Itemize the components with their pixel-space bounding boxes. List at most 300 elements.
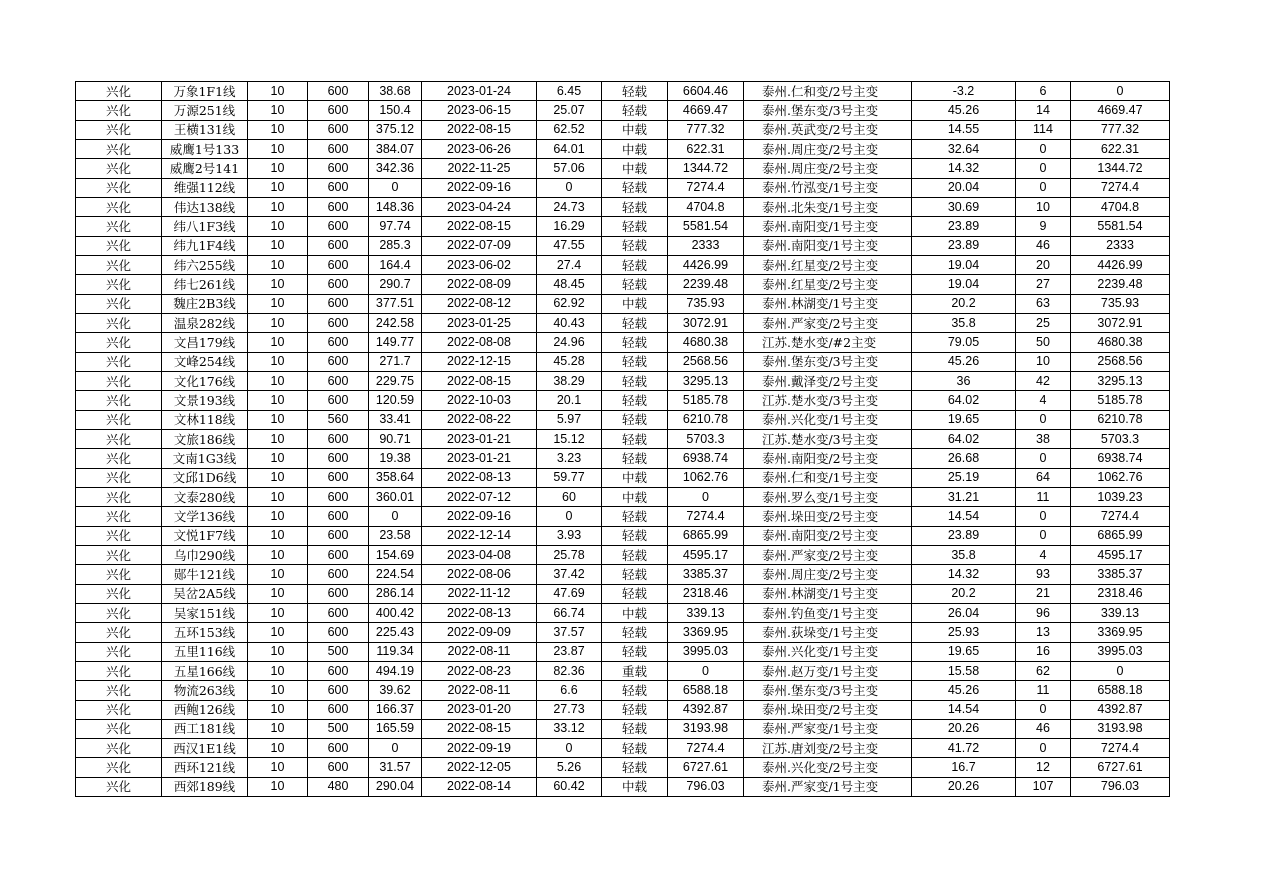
load-status-cell: 轻载 — [602, 526, 668, 545]
date-cell: 2022-08-15 — [422, 371, 537, 390]
voltage-cell: 10 — [248, 313, 308, 332]
capacity-cell: 600 — [308, 681, 369, 700]
rate-cell: 60.42 — [537, 777, 602, 796]
rate-cell: 33.12 — [537, 719, 602, 738]
voltage-cell: 10 — [248, 468, 308, 487]
remaining-capacity-cell: 3995.03 — [1071, 642, 1170, 661]
load-status-cell: 轻载 — [602, 623, 668, 642]
transformer-cell: 江苏.楚水变/3号主变 — [744, 429, 912, 448]
load-status-cell: 轻载 — [602, 681, 668, 700]
remaining-capacity-cell: 4392.87 — [1071, 700, 1170, 719]
transformer-cell: 泰州.红星变/2号主变 — [744, 275, 912, 294]
rate-cell: 60 — [537, 487, 602, 506]
transformer-rate-cell: 14.54 — [912, 700, 1016, 719]
line-name-cell: 吴岔2A5线 — [162, 584, 248, 603]
table-row — [76, 333, 1170, 352]
transformer-cell: 泰州.南阳变/1号主变 — [744, 217, 912, 236]
transformer-rate-cell: 14.54 — [912, 507, 1016, 526]
count-cell: 0 — [1016, 139, 1071, 158]
transformer-cell: 泰州.严家变/2号主变 — [744, 313, 912, 332]
transformer-cell: 江苏.唐刘变/2号主变 — [744, 739, 912, 758]
transformer-cell: 泰州.堡东变/3号主变 — [744, 681, 912, 700]
rate-cell: 0 — [537, 739, 602, 758]
capacity-cell: 600 — [308, 661, 369, 680]
transformer-cell: 泰州.仁和变/2号主变 — [744, 82, 912, 101]
voltage-cell: 10 — [248, 333, 308, 352]
remaining-capacity-cell: 5703.3 — [1071, 429, 1170, 448]
load-cell: 229.75 — [369, 371, 422, 390]
table-row — [76, 565, 1170, 584]
capacity-cell: 600 — [308, 197, 369, 216]
load-status-cell: 轻载 — [602, 101, 668, 120]
transformer-rate-cell: 25.19 — [912, 468, 1016, 487]
date-cell: 2022-09-19 — [422, 739, 537, 758]
capacity-cell: 600 — [308, 623, 369, 642]
transformer-cell: 泰州.赵万变/1号主变 — [744, 661, 912, 680]
table-row — [76, 777, 1170, 796]
date-cell: 2023-01-25 — [422, 313, 537, 332]
available-capacity-cell: 3995.03 — [668, 642, 744, 661]
load-status-cell: 轻载 — [602, 217, 668, 236]
rate-cell: 47.55 — [537, 236, 602, 255]
available-capacity-cell: 3295.13 — [668, 371, 744, 390]
capacity-cell: 600 — [308, 120, 369, 139]
transformer-rate-cell: 45.26 — [912, 101, 1016, 120]
rate-cell: 24.73 — [537, 197, 602, 216]
capacity-cell: 500 — [308, 719, 369, 738]
date-cell: 2022-08-08 — [422, 333, 537, 352]
voltage-cell: 10 — [248, 255, 308, 274]
load-cell: 97.74 — [369, 217, 422, 236]
transformer-rate-cell: 15.58 — [912, 661, 1016, 680]
transformer-rate-cell: 14.55 — [912, 120, 1016, 139]
remaining-capacity-cell: 2239.48 — [1071, 275, 1170, 294]
available-capacity-cell: 4669.47 — [668, 101, 744, 120]
remaining-capacity-cell: 7274.4 — [1071, 739, 1170, 758]
count-cell: 4 — [1016, 545, 1071, 564]
county-cell: 兴化 — [76, 352, 162, 371]
table-row — [76, 139, 1170, 158]
available-capacity-cell: 5185.78 — [668, 391, 744, 410]
available-capacity-cell: 4426.99 — [668, 255, 744, 274]
transformer-cell: 泰州.仁和变/1号主变 — [744, 468, 912, 487]
line-name-cell: 西鲍126线 — [162, 700, 248, 719]
county-cell: 兴化 — [76, 565, 162, 584]
load-cell: 384.07 — [369, 139, 422, 158]
county-cell: 兴化 — [76, 217, 162, 236]
remaining-capacity-cell: 4426.99 — [1071, 255, 1170, 274]
capacity-cell: 600 — [308, 758, 369, 777]
date-cell: 2022-12-05 — [422, 758, 537, 777]
available-capacity-cell: 5581.54 — [668, 217, 744, 236]
count-cell: 21 — [1016, 584, 1071, 603]
load-cell: 166.37 — [369, 700, 422, 719]
load-status-cell: 中载 — [602, 159, 668, 178]
transformer-cell: 泰州.南阳变/2号主变 — [744, 526, 912, 545]
load-cell: 119.34 — [369, 642, 422, 661]
county-cell: 兴化 — [76, 275, 162, 294]
rate-cell: 6.45 — [537, 82, 602, 101]
county-cell: 兴化 — [76, 294, 162, 313]
transformer-cell: 泰州.荻垛变/1号主变 — [744, 623, 912, 642]
transformer-rate-cell: 14.32 — [912, 565, 1016, 584]
line-name-cell: 文旅186线 — [162, 429, 248, 448]
transformer-cell: 泰州.周庄变/2号主变 — [744, 565, 912, 584]
load-status-cell: 中载 — [602, 120, 668, 139]
rate-cell: 16.29 — [537, 217, 602, 236]
rate-cell: 5.26 — [537, 758, 602, 777]
remaining-capacity-cell: 1039.23 — [1071, 487, 1170, 506]
date-cell: 2023-04-08 — [422, 545, 537, 564]
count-cell: 46 — [1016, 236, 1071, 255]
load-cell: 150.4 — [369, 101, 422, 120]
load-status-cell: 轻载 — [602, 391, 668, 410]
county-cell: 兴化 — [76, 449, 162, 468]
line-name-cell: 西郊189线 — [162, 777, 248, 796]
line-name-cell: 文化176线 — [162, 371, 248, 390]
county-cell: 兴化 — [76, 197, 162, 216]
voltage-cell: 10 — [248, 681, 308, 700]
capacity-cell: 600 — [308, 739, 369, 758]
line-name-cell: 威鹰2号141 — [162, 159, 248, 178]
transformer-cell: 泰州.钓鱼变/1号主变 — [744, 603, 912, 622]
available-capacity-cell: 6588.18 — [668, 681, 744, 700]
table-row — [76, 313, 1170, 332]
transformer-cell: 泰州.竹泓变/1号主变 — [744, 178, 912, 197]
remaining-capacity-cell: 6727.61 — [1071, 758, 1170, 777]
line-name-cell: 温泉282线 — [162, 313, 248, 332]
load-status-cell: 中载 — [602, 294, 668, 313]
voltage-cell: 10 — [248, 82, 308, 101]
voltage-cell: 10 — [248, 487, 308, 506]
load-status-cell: 轻载 — [602, 739, 668, 758]
remaining-capacity-cell: 6210.78 — [1071, 410, 1170, 429]
capacity-cell: 600 — [308, 565, 369, 584]
available-capacity-cell: 0 — [668, 487, 744, 506]
line-name-cell: 纬七261线 — [162, 275, 248, 294]
rate-cell: 62.92 — [537, 294, 602, 313]
line-name-cell: 万源251线 — [162, 101, 248, 120]
load-status-cell: 中载 — [602, 487, 668, 506]
count-cell: 64 — [1016, 468, 1071, 487]
table-row — [76, 371, 1170, 390]
transformer-rate-cell: 20.2 — [912, 294, 1016, 313]
county-cell: 兴化 — [76, 120, 162, 139]
county-cell: 兴化 — [76, 623, 162, 642]
capacity-cell: 600 — [308, 449, 369, 468]
load-cell: 377.51 — [369, 294, 422, 313]
available-capacity-cell: 6938.74 — [668, 449, 744, 468]
date-cell: 2023-06-15 — [422, 101, 537, 120]
county-cell: 兴化 — [76, 507, 162, 526]
voltage-cell: 10 — [248, 623, 308, 642]
transformer-rate-cell: 20.2 — [912, 584, 1016, 603]
table-row — [76, 159, 1170, 178]
table-row — [76, 719, 1170, 738]
voltage-cell: 10 — [248, 526, 308, 545]
remaining-capacity-cell: 4595.17 — [1071, 545, 1170, 564]
line-name-cell: 文景193线 — [162, 391, 248, 410]
available-capacity-cell: 622.31 — [668, 139, 744, 158]
line-name-cell: 五里116线 — [162, 642, 248, 661]
transformer-cell: 泰州.兴化变/1号主变 — [744, 410, 912, 429]
table-row — [76, 101, 1170, 120]
load-status-cell: 轻载 — [602, 429, 668, 448]
voltage-cell: 10 — [248, 584, 308, 603]
line-name-cell: 万象1F1线 — [162, 82, 248, 101]
load-cell: 149.77 — [369, 333, 422, 352]
load-cell: 31.57 — [369, 758, 422, 777]
count-cell: 0 — [1016, 449, 1071, 468]
rate-cell: 6.6 — [537, 681, 602, 700]
transformer-cell: 泰州.罗么变/1号主变 — [744, 487, 912, 506]
rate-cell: 47.69 — [537, 584, 602, 603]
load-status-cell: 轻载 — [602, 410, 668, 429]
load-cell: 19.38 — [369, 449, 422, 468]
transformer-cell: 泰州.垛田变/2号主变 — [744, 507, 912, 526]
table-row — [76, 391, 1170, 410]
transformer-rate-cell: 20.26 — [912, 719, 1016, 738]
transformer-rate-cell: 19.04 — [912, 275, 1016, 294]
table-row — [76, 275, 1170, 294]
rate-cell: 0 — [537, 178, 602, 197]
available-capacity-cell: 3193.98 — [668, 719, 744, 738]
rate-cell: 25.78 — [537, 545, 602, 564]
county-cell: 兴化 — [76, 236, 162, 255]
date-cell: 2022-11-12 — [422, 584, 537, 603]
county-cell: 兴化 — [76, 661, 162, 680]
available-capacity-cell: 3385.37 — [668, 565, 744, 584]
remaining-capacity-cell: 7274.4 — [1071, 507, 1170, 526]
voltage-cell: 10 — [248, 120, 308, 139]
transformer-cell: 泰州.林湖变/1号主变 — [744, 294, 912, 313]
voltage-cell: 10 — [248, 275, 308, 294]
transformer-rate-cell: 79.05 — [912, 333, 1016, 352]
county-cell: 兴化 — [76, 777, 162, 796]
load-cell: 342.36 — [369, 159, 422, 178]
table-row — [76, 468, 1170, 487]
count-cell: 42 — [1016, 371, 1071, 390]
capacity-cell: 560 — [308, 410, 369, 429]
capacity-cell: 480 — [308, 777, 369, 796]
available-capacity-cell: 735.93 — [668, 294, 744, 313]
date-cell: 2022-12-14 — [422, 526, 537, 545]
voltage-cell: 10 — [248, 565, 308, 584]
voltage-cell: 10 — [248, 197, 308, 216]
transformer-cell: 泰州.垛田变/2号主变 — [744, 700, 912, 719]
transformer-rate-cell: 20.04 — [912, 178, 1016, 197]
table-row — [76, 526, 1170, 545]
transformer-rate-cell: 23.89 — [912, 217, 1016, 236]
table-row — [76, 82, 1170, 101]
load-cell: 290.7 — [369, 275, 422, 294]
voltage-cell: 10 — [248, 700, 308, 719]
table-row — [76, 739, 1170, 758]
transformer-cell: 泰州.兴化变/1号主变 — [744, 642, 912, 661]
rate-cell: 64.01 — [537, 139, 602, 158]
available-capacity-cell: 7274.4 — [668, 507, 744, 526]
date-cell: 2022-08-06 — [422, 565, 537, 584]
available-capacity-cell: 4595.17 — [668, 545, 744, 564]
transformer-rate-cell: 20.26 — [912, 777, 1016, 796]
county-cell: 兴化 — [76, 159, 162, 178]
voltage-cell: 10 — [248, 217, 308, 236]
voltage-cell: 10 — [248, 410, 308, 429]
rate-cell: 27.4 — [537, 255, 602, 274]
remaining-capacity-cell: 0 — [1071, 661, 1170, 680]
line-name-cell: 郧牛121线 — [162, 565, 248, 584]
line-name-cell: 伟达138线 — [162, 197, 248, 216]
voltage-cell: 10 — [248, 101, 308, 120]
transformer-rate-cell: 32.64 — [912, 139, 1016, 158]
load-cell: 154.69 — [369, 545, 422, 564]
line-name-cell: 纬六255线 — [162, 255, 248, 274]
table-row — [76, 700, 1170, 719]
load-cell: 286.14 — [369, 584, 422, 603]
county-cell: 兴化 — [76, 545, 162, 564]
remaining-capacity-cell: 3193.98 — [1071, 719, 1170, 738]
line-name-cell: 王横131线 — [162, 120, 248, 139]
count-cell: 107 — [1016, 777, 1071, 796]
date-cell: 2023-01-21 — [422, 449, 537, 468]
available-capacity-cell: 4680.38 — [668, 333, 744, 352]
transformer-cell: 泰州.英武变/2号主变 — [744, 120, 912, 139]
transformer-rate-cell: 19.65 — [912, 410, 1016, 429]
county-cell: 兴化 — [76, 758, 162, 777]
capacity-cell: 600 — [308, 178, 369, 197]
transformer-cell: 泰州.戴泽变/2号主变 — [744, 371, 912, 390]
table-row — [76, 507, 1170, 526]
transformer-cell: 泰州.堡东变/3号主变 — [744, 352, 912, 371]
voltage-cell: 10 — [248, 777, 308, 796]
count-cell: 0 — [1016, 526, 1071, 545]
available-capacity-cell: 339.13 — [668, 603, 744, 622]
load-cell: 494.19 — [369, 661, 422, 680]
remaining-capacity-cell: 2318.46 — [1071, 584, 1170, 603]
remaining-capacity-cell: 7274.4 — [1071, 178, 1170, 197]
table-row — [76, 603, 1170, 622]
line-name-cell: 乌巾290线 — [162, 545, 248, 564]
available-capacity-cell: 7274.4 — [668, 739, 744, 758]
date-cell: 2022-08-14 — [422, 777, 537, 796]
load-cell: 165.59 — [369, 719, 422, 738]
date-cell: 2023-01-24 — [422, 82, 537, 101]
line-name-cell: 文邱1D6线 — [162, 468, 248, 487]
count-cell: 63 — [1016, 294, 1071, 313]
transformer-rate-cell: 35.8 — [912, 545, 1016, 564]
county-cell: 兴化 — [76, 700, 162, 719]
remaining-capacity-cell: 6938.74 — [1071, 449, 1170, 468]
rate-cell: 82.36 — [537, 661, 602, 680]
table-row — [76, 642, 1170, 661]
available-capacity-cell: 1062.76 — [668, 468, 744, 487]
available-capacity-cell: 7274.4 — [668, 178, 744, 197]
line-name-cell: 五环153线 — [162, 623, 248, 642]
capacity-cell: 600 — [308, 507, 369, 526]
count-cell: 0 — [1016, 700, 1071, 719]
remaining-capacity-cell: 0 — [1071, 82, 1170, 101]
count-cell: 50 — [1016, 333, 1071, 352]
rate-cell: 40.43 — [537, 313, 602, 332]
voltage-cell: 10 — [248, 294, 308, 313]
transformer-cell: 泰州.严家变/1号主变 — [744, 719, 912, 738]
count-cell: 62 — [1016, 661, 1071, 680]
available-capacity-cell: 2568.56 — [668, 352, 744, 371]
county-cell: 兴化 — [76, 391, 162, 410]
capacity-cell: 500 — [308, 642, 369, 661]
load-cell: 148.36 — [369, 197, 422, 216]
rate-cell: 37.42 — [537, 565, 602, 584]
capacity-cell: 600 — [308, 236, 369, 255]
table-row — [76, 217, 1170, 236]
date-cell: 2022-12-15 — [422, 352, 537, 371]
remaining-capacity-cell: 5185.78 — [1071, 391, 1170, 410]
rate-cell: 3.23 — [537, 449, 602, 468]
count-cell: 10 — [1016, 197, 1071, 216]
date-cell: 2022-07-12 — [422, 487, 537, 506]
load-status-cell: 轻载 — [602, 700, 668, 719]
capacity-cell: 600 — [308, 333, 369, 352]
capacity-cell: 600 — [308, 82, 369, 101]
table-row — [76, 255, 1170, 274]
remaining-capacity-cell: 4680.38 — [1071, 333, 1170, 352]
count-cell: 38 — [1016, 429, 1071, 448]
load-status-cell: 轻载 — [602, 565, 668, 584]
count-cell: 96 — [1016, 603, 1071, 622]
load-cell: 285.3 — [369, 236, 422, 255]
transformer-cell: 泰州.林湖变/1号主变 — [744, 584, 912, 603]
data-table — [75, 81, 1170, 797]
rate-cell: 62.52 — [537, 120, 602, 139]
remaining-capacity-cell: 3369.95 — [1071, 623, 1170, 642]
line-name-cell: 西工181线 — [162, 719, 248, 738]
capacity-cell: 600 — [308, 468, 369, 487]
county-cell: 兴化 — [76, 468, 162, 487]
voltage-cell: 10 — [248, 236, 308, 255]
table-row — [76, 623, 1170, 642]
load-cell: 0 — [369, 739, 422, 758]
count-cell: 114 — [1016, 120, 1071, 139]
transformer-rate-cell: 45.26 — [912, 681, 1016, 700]
remaining-capacity-cell: 3385.37 — [1071, 565, 1170, 584]
date-cell: 2022-08-13 — [422, 468, 537, 487]
load-cell: 358.64 — [369, 468, 422, 487]
transformer-rate-cell: 25.93 — [912, 623, 1016, 642]
county-cell: 兴化 — [76, 313, 162, 332]
capacity-cell: 600 — [308, 352, 369, 371]
transformer-rate-cell: 23.89 — [912, 526, 1016, 545]
remaining-capacity-cell: 339.13 — [1071, 603, 1170, 622]
count-cell: 9 — [1016, 217, 1071, 236]
date-cell: 2023-06-02 — [422, 255, 537, 274]
transformer-cell: 江苏.楚水变/3号主变 — [744, 391, 912, 410]
capacity-cell: 600 — [308, 526, 369, 545]
capacity-cell: 600 — [308, 391, 369, 410]
load-status-cell: 重载 — [602, 661, 668, 680]
capacity-cell: 600 — [308, 217, 369, 236]
table-row — [76, 545, 1170, 564]
transformer-rate-cell: 19.04 — [912, 255, 1016, 274]
date-cell: 2022-09-16 — [422, 178, 537, 197]
voltage-cell: 10 — [248, 603, 308, 622]
line-name-cell: 纬八1F3线 — [162, 217, 248, 236]
remaining-capacity-cell: 3295.13 — [1071, 371, 1170, 390]
remaining-capacity-cell: 5581.54 — [1071, 217, 1170, 236]
capacity-cell: 600 — [308, 159, 369, 178]
load-status-cell: 轻载 — [602, 197, 668, 216]
load-status-cell: 轻载 — [602, 507, 668, 526]
line-name-cell: 威鹰1号133 — [162, 139, 248, 158]
